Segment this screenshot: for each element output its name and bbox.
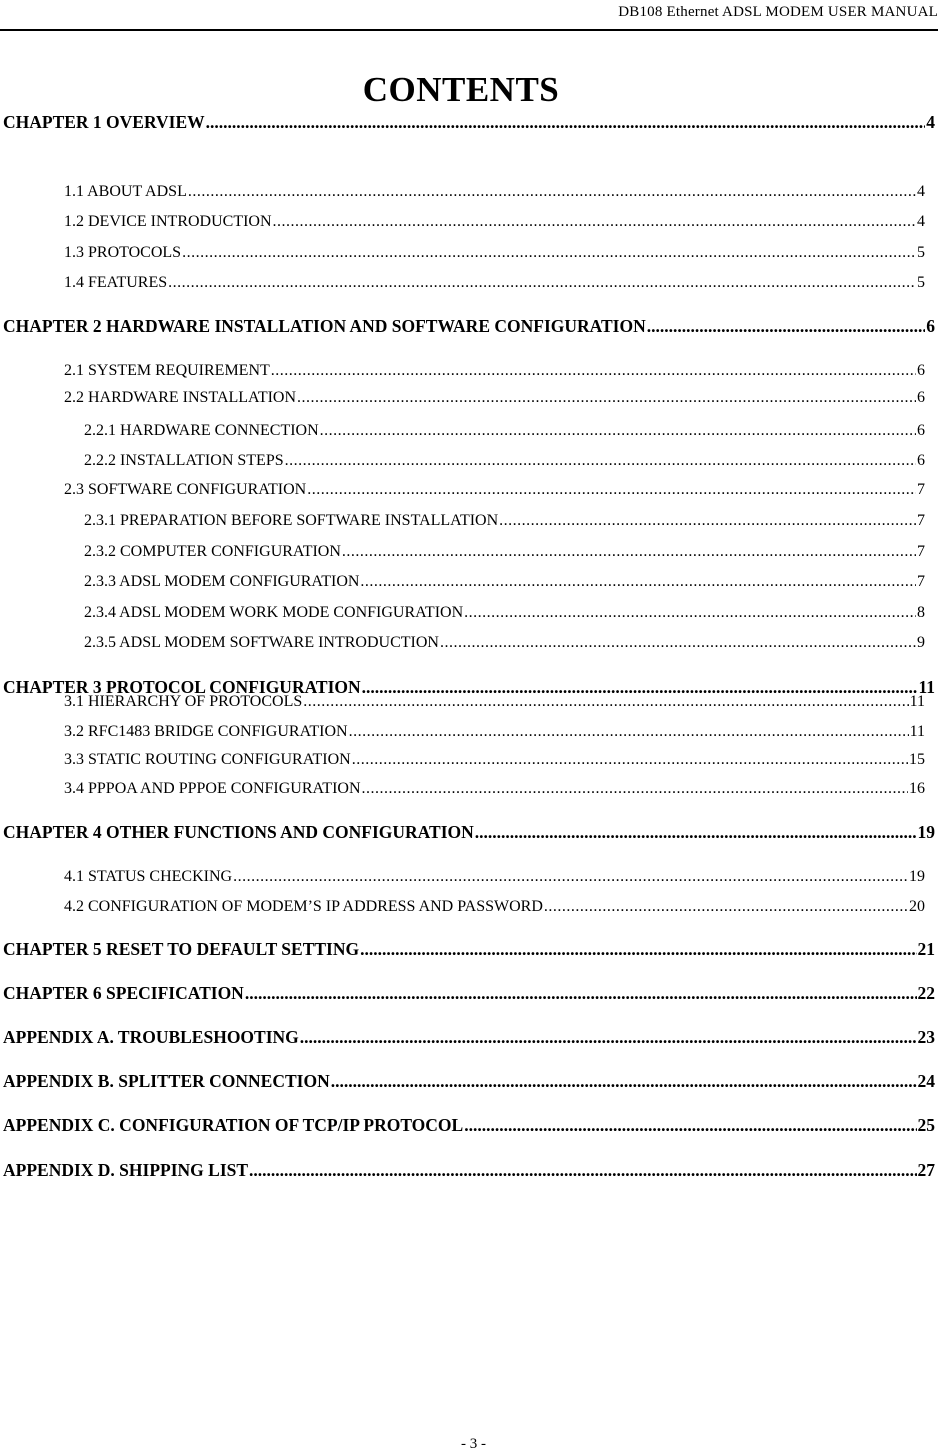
toc-entry-title: 3.1 HIERARCHY OF PROTOCOLS <box>64 693 303 710</box>
toc-page-number: 9 <box>917 634 925 651</box>
toc-page-number: 5 <box>917 274 925 291</box>
toc-section-entry[interactable] <box>64 274 925 292</box>
toc-entry-title: 2.3.1 PREPARATION BEFORE SOFTWARE INSTALLATION <box>84 512 499 529</box>
toc-page-number: 7 <box>917 543 925 560</box>
toc-page-number: 4 <box>917 183 925 200</box>
toc-page-number: 19 <box>917 822 935 842</box>
toc-page-number: 6 <box>926 316 935 336</box>
toc-dot-leader <box>475 822 917 843</box>
toc-dot-leader <box>300 1027 917 1048</box>
toc-chapter-entry[interactable] <box>3 1027 935 1048</box>
toc-page-number: 6 <box>917 362 925 379</box>
toc-section-entry[interactable] <box>84 422 925 440</box>
toc-section-entry[interactable] <box>84 604 925 622</box>
toc-section-entry[interactable] <box>64 389 925 407</box>
toc-chapter-entry[interactable] <box>3 822 935 843</box>
toc-section-entry[interactable] <box>64 362 925 380</box>
toc-page-number: 7 <box>917 512 925 529</box>
toc-dot-leader <box>464 604 916 622</box>
toc-chapter-entry[interactable] <box>3 112 935 133</box>
toc-section-entry[interactable] <box>84 543 925 561</box>
toc-entry-title: APPENDIX D. SHIPPING LIST <box>3 1160 249 1180</box>
toc-dot-leader <box>440 634 916 652</box>
toc-page-number: 15 <box>909 751 925 768</box>
toc-page-number: 23 <box>917 1027 935 1047</box>
toc-dot-leader <box>320 422 916 440</box>
toc-page-number: 4 <box>926 112 935 132</box>
toc-dot-leader <box>273 213 916 231</box>
toc-dot-leader <box>499 512 916 530</box>
toc-chapter-entry[interactable] <box>3 939 935 960</box>
toc-page-number: 7 <box>917 481 925 498</box>
toc-entry-title: CHAPTER 2 HARDWARE INSTALLATION AND SOFTWARE CONFIGURATION <box>3 316 646 336</box>
toc-section-entry[interactable] <box>84 573 925 591</box>
toc-chapter-entry[interactable] <box>3 1071 935 1092</box>
toc-dot-leader <box>349 723 909 741</box>
toc-page-number: 11 <box>918 677 935 697</box>
toc-page-number: 6 <box>917 422 925 439</box>
toc-dot-leader <box>360 939 916 960</box>
toc-page-number: 6 <box>917 452 925 469</box>
toc-dot-leader <box>188 183 916 201</box>
toc-page-number: 24 <box>917 1071 935 1091</box>
toc-entry-title: CHAPTER 1 OVERVIEW <box>3 112 205 132</box>
toc-entry-title: 2.3.5 ADSL MODEM SOFTWARE INTRODUCTION <box>84 634 439 651</box>
toc-entry-title: 2.3.4 ADSL MODEM WORK MODE CONFIGURATION <box>84 604 464 621</box>
toc-dot-leader <box>342 543 916 561</box>
toc-dot-leader <box>182 244 916 262</box>
toc-section-entry[interactable] <box>64 183 925 201</box>
toc-page-number: 6 <box>917 389 925 406</box>
toc-section-entry[interactable] <box>84 512 925 530</box>
toc-dot-leader <box>285 452 916 470</box>
toc-entry-title: 3.2 RFC1483 BRIDGE CONFIGURATION <box>64 723 348 740</box>
toc-page-number: 25 <box>917 1115 935 1135</box>
toc-dot-leader <box>464 1115 916 1136</box>
toc-entry-title: 2.1 SYSTEM REQUIREMENT <box>64 362 270 379</box>
toc-entry-title: 2.2 HARDWARE INSTALLATION <box>64 389 297 406</box>
toc-section-entry[interactable] <box>64 693 925 711</box>
toc-page-number: 20 <box>909 898 925 915</box>
toc-section-entry[interactable] <box>64 780 925 798</box>
toc-section-entry[interactable] <box>64 213 925 231</box>
toc-entry-title: 2.3.3 ADSL MODEM CONFIGURATION <box>84 573 360 590</box>
toc-entry-title: CHAPTER 5 RESET TO DEFAULT SETTING <box>3 939 360 959</box>
page-number: - 3 - <box>461 1436 486 1452</box>
page-title: CONTENTS <box>362 70 560 109</box>
toc-section-entry[interactable] <box>64 868 925 886</box>
toc-dot-leader <box>360 573 916 591</box>
toc-page-number: 21 <box>917 939 935 959</box>
toc-entry-title: 2.2.1 HARDWARE CONNECTION <box>84 422 319 439</box>
toc-section-entry[interactable] <box>64 723 925 741</box>
toc-entry-title: 3.4 PPPOA AND PPPOE CONFIGURATION <box>64 780 361 797</box>
toc-chapter-entry[interactable] <box>3 1160 935 1181</box>
toc-entry-title: 1.2 DEVICE INTRODUCTION <box>64 213 272 230</box>
toc-entry-title: APPENDIX C. CONFIGURATION OF TCP/IP PROTOCOL <box>3 1115 464 1135</box>
toc-chapter-entry[interactable] <box>3 316 935 337</box>
toc-section-entry[interactable] <box>64 898 925 916</box>
toc-entry-title: 1.4 FEATURES <box>64 274 168 291</box>
toc-entry-title: CHAPTER 3 PROTOCOL CONFIGURATION <box>3 677 361 697</box>
toc-entry-title: 4.1 STATUS CHECKING <box>64 868 233 885</box>
toc-section-entry[interactable] <box>84 452 925 470</box>
toc-chapter-entry[interactable] <box>3 1115 935 1136</box>
toc-entry-title: 4.2 CONFIGURATION OF MODEM’S IP ADDRESS AND PASSWORD <box>64 898 543 915</box>
toc-entry-title: CHAPTER 4 OTHER FUNCTIONS AND CONFIGURATION <box>3 822 474 842</box>
toc-page-number: 5 <box>917 244 925 261</box>
toc-section-entry[interactable] <box>64 481 925 499</box>
toc-page-number: 11 <box>909 723 925 740</box>
toc-dot-leader <box>168 274 916 292</box>
toc-dot-leader <box>271 362 916 380</box>
toc-dot-leader <box>352 751 908 769</box>
toc-page-number: 16 <box>909 780 925 797</box>
toc-page-number: 7 <box>917 573 925 590</box>
toc-section-entry[interactable] <box>84 634 925 652</box>
toc-dot-leader <box>303 693 908 711</box>
toc-dot-leader <box>249 1160 916 1181</box>
toc-page-number: 22 <box>917 983 935 1003</box>
toc-section-entry[interactable] <box>64 244 925 262</box>
toc-dot-leader <box>297 389 916 407</box>
toc-dot-leader <box>307 481 916 499</box>
toc-entry-title: 3.3 STATIC ROUTING CONFIGURATION <box>64 751 351 768</box>
toc-entry-title: 2.2.2 INSTALLATION STEPS <box>84 452 284 469</box>
toc-dot-leader <box>647 316 926 337</box>
toc-dot-leader <box>206 112 926 133</box>
toc-entry-title: APPENDIX A. TROUBLESHOOTING <box>3 1027 299 1047</box>
toc-dot-leader <box>233 868 908 886</box>
toc-entry-title: 1.3 PROTOCOLS <box>64 244 182 261</box>
toc-entry-title: APPENDIX B. SPLITTER CONNECTION <box>3 1071 330 1091</box>
toc-page-number: 27 <box>917 1160 935 1180</box>
toc-dot-leader <box>245 983 917 1004</box>
toc-entry-title: 2.3 SOFTWARE CONFIGURATION <box>64 481 307 498</box>
toc-page-number: 8 <box>917 604 925 621</box>
toc-dot-leader <box>331 1071 917 1092</box>
toc-section-entry[interactable] <box>64 751 925 769</box>
toc-page-number: 19 <box>909 868 925 885</box>
toc-dot-leader <box>362 780 908 798</box>
toc-chapter-entry[interactable] <box>3 983 935 1004</box>
toc-page-number: 11 <box>909 693 925 710</box>
toc-dot-leader <box>544 898 908 916</box>
toc-page-number: 4 <box>917 213 925 230</box>
toc-entry-title: 2.3.2 COMPUTER CONFIGURATION <box>84 543 341 560</box>
toc-entry-title: 1.1 ABOUT ADSL <box>64 183 187 200</box>
running-header: DB108 Ethernet ADSL MODEM USER MANUAL <box>0 0 938 31</box>
toc-entry-title: CHAPTER 6 SPECIFICATION <box>3 983 244 1003</box>
